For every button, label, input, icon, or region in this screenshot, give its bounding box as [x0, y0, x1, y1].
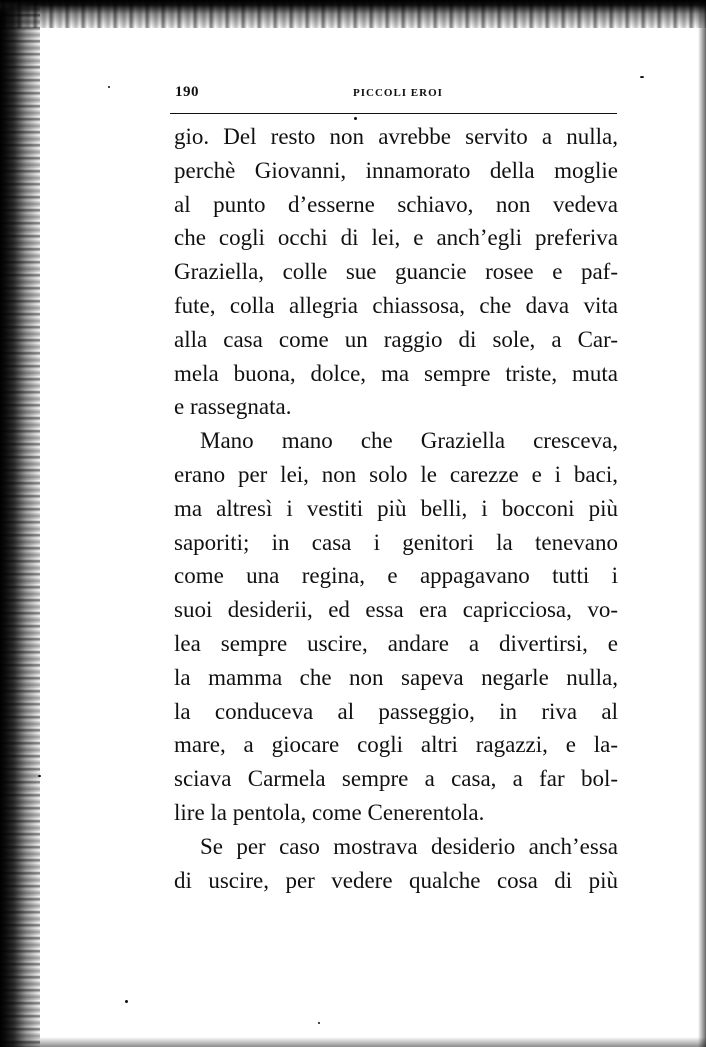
text-line: perchè Giovanni, innamorato della moglie	[174, 157, 618, 183]
scan-speck	[640, 76, 644, 78]
text-line: alla casa come un raggio di sole, a Car-	[174, 326, 618, 352]
text-line: la conduceva al passeggio, in riva al	[174, 698, 618, 724]
scan-speck	[38, 775, 41, 777]
text-line: gio. Del resto non avrebbe servito a nulla,	[174, 124, 618, 149]
text-line: come una regina, e appagavano tutti i	[174, 563, 618, 589]
text-line: erano per lei, non solo le carezze e i baci,	[174, 461, 618, 487]
text-line: Graziella, colle sue guancie rosee e paf-	[174, 259, 618, 285]
text-line: lea sempre uscire, andare a divertirsi, e	[174, 630, 618, 656]
page-header	[175, 84, 616, 110]
text-line: Mano mano che Graziella cresceva,	[200, 428, 618, 454]
scan-edge-right	[698, 0, 706, 1047]
text-line: e rassegnata.	[174, 394, 292, 420]
text-line: Se per caso mostrava desiderio anch’essa	[200, 833, 618, 859]
scan-speck	[318, 1022, 320, 1024]
text-line: fute, colla allegria chiassosa, che dava vita	[174, 292, 618, 318]
text-line: sciava Carmela sempre a casa, a far bol-	[174, 766, 618, 792]
text-line: di uscire, per vedere qualche cosa di più	[174, 867, 618, 893]
text-line: suoi desiderii, ed essa era capricciosa, vo-	[174, 597, 618, 623]
scan-edge-bottom	[0, 1037, 706, 1047]
running-title: PICCOLI EROI	[353, 87, 443, 99]
scan-speck	[125, 1000, 128, 1003]
scan-edge-top	[0, 0, 706, 28]
text-line: lire la pentola, come Cenerentola.	[174, 799, 485, 825]
text-line: mare, a giocare cogli altri ragazzi, e la-	[174, 732, 618, 758]
text-line: che cogli occhi di lei, e anch’egli preferiva	[174, 225, 618, 251]
page-number: 190	[175, 84, 199, 100]
text-line: al punto d’esserne schiavo, non vedeva	[174, 191, 618, 217]
text-line: la mamma che non sapeva negarle nulla,	[174, 664, 618, 690]
body-text	[174, 120, 618, 897]
text-line: saporiti; in casa i genitori la tenevano	[174, 529, 618, 555]
header-rule	[170, 113, 617, 114]
scan-edge-left	[0, 0, 40, 1047]
text-line: ma altresì i vestiti più belli, i bocconi più	[174, 495, 618, 521]
scan-speck	[108, 86, 110, 88]
text-line: mela buona, dolce, ma sempre triste, muta	[174, 360, 618, 386]
